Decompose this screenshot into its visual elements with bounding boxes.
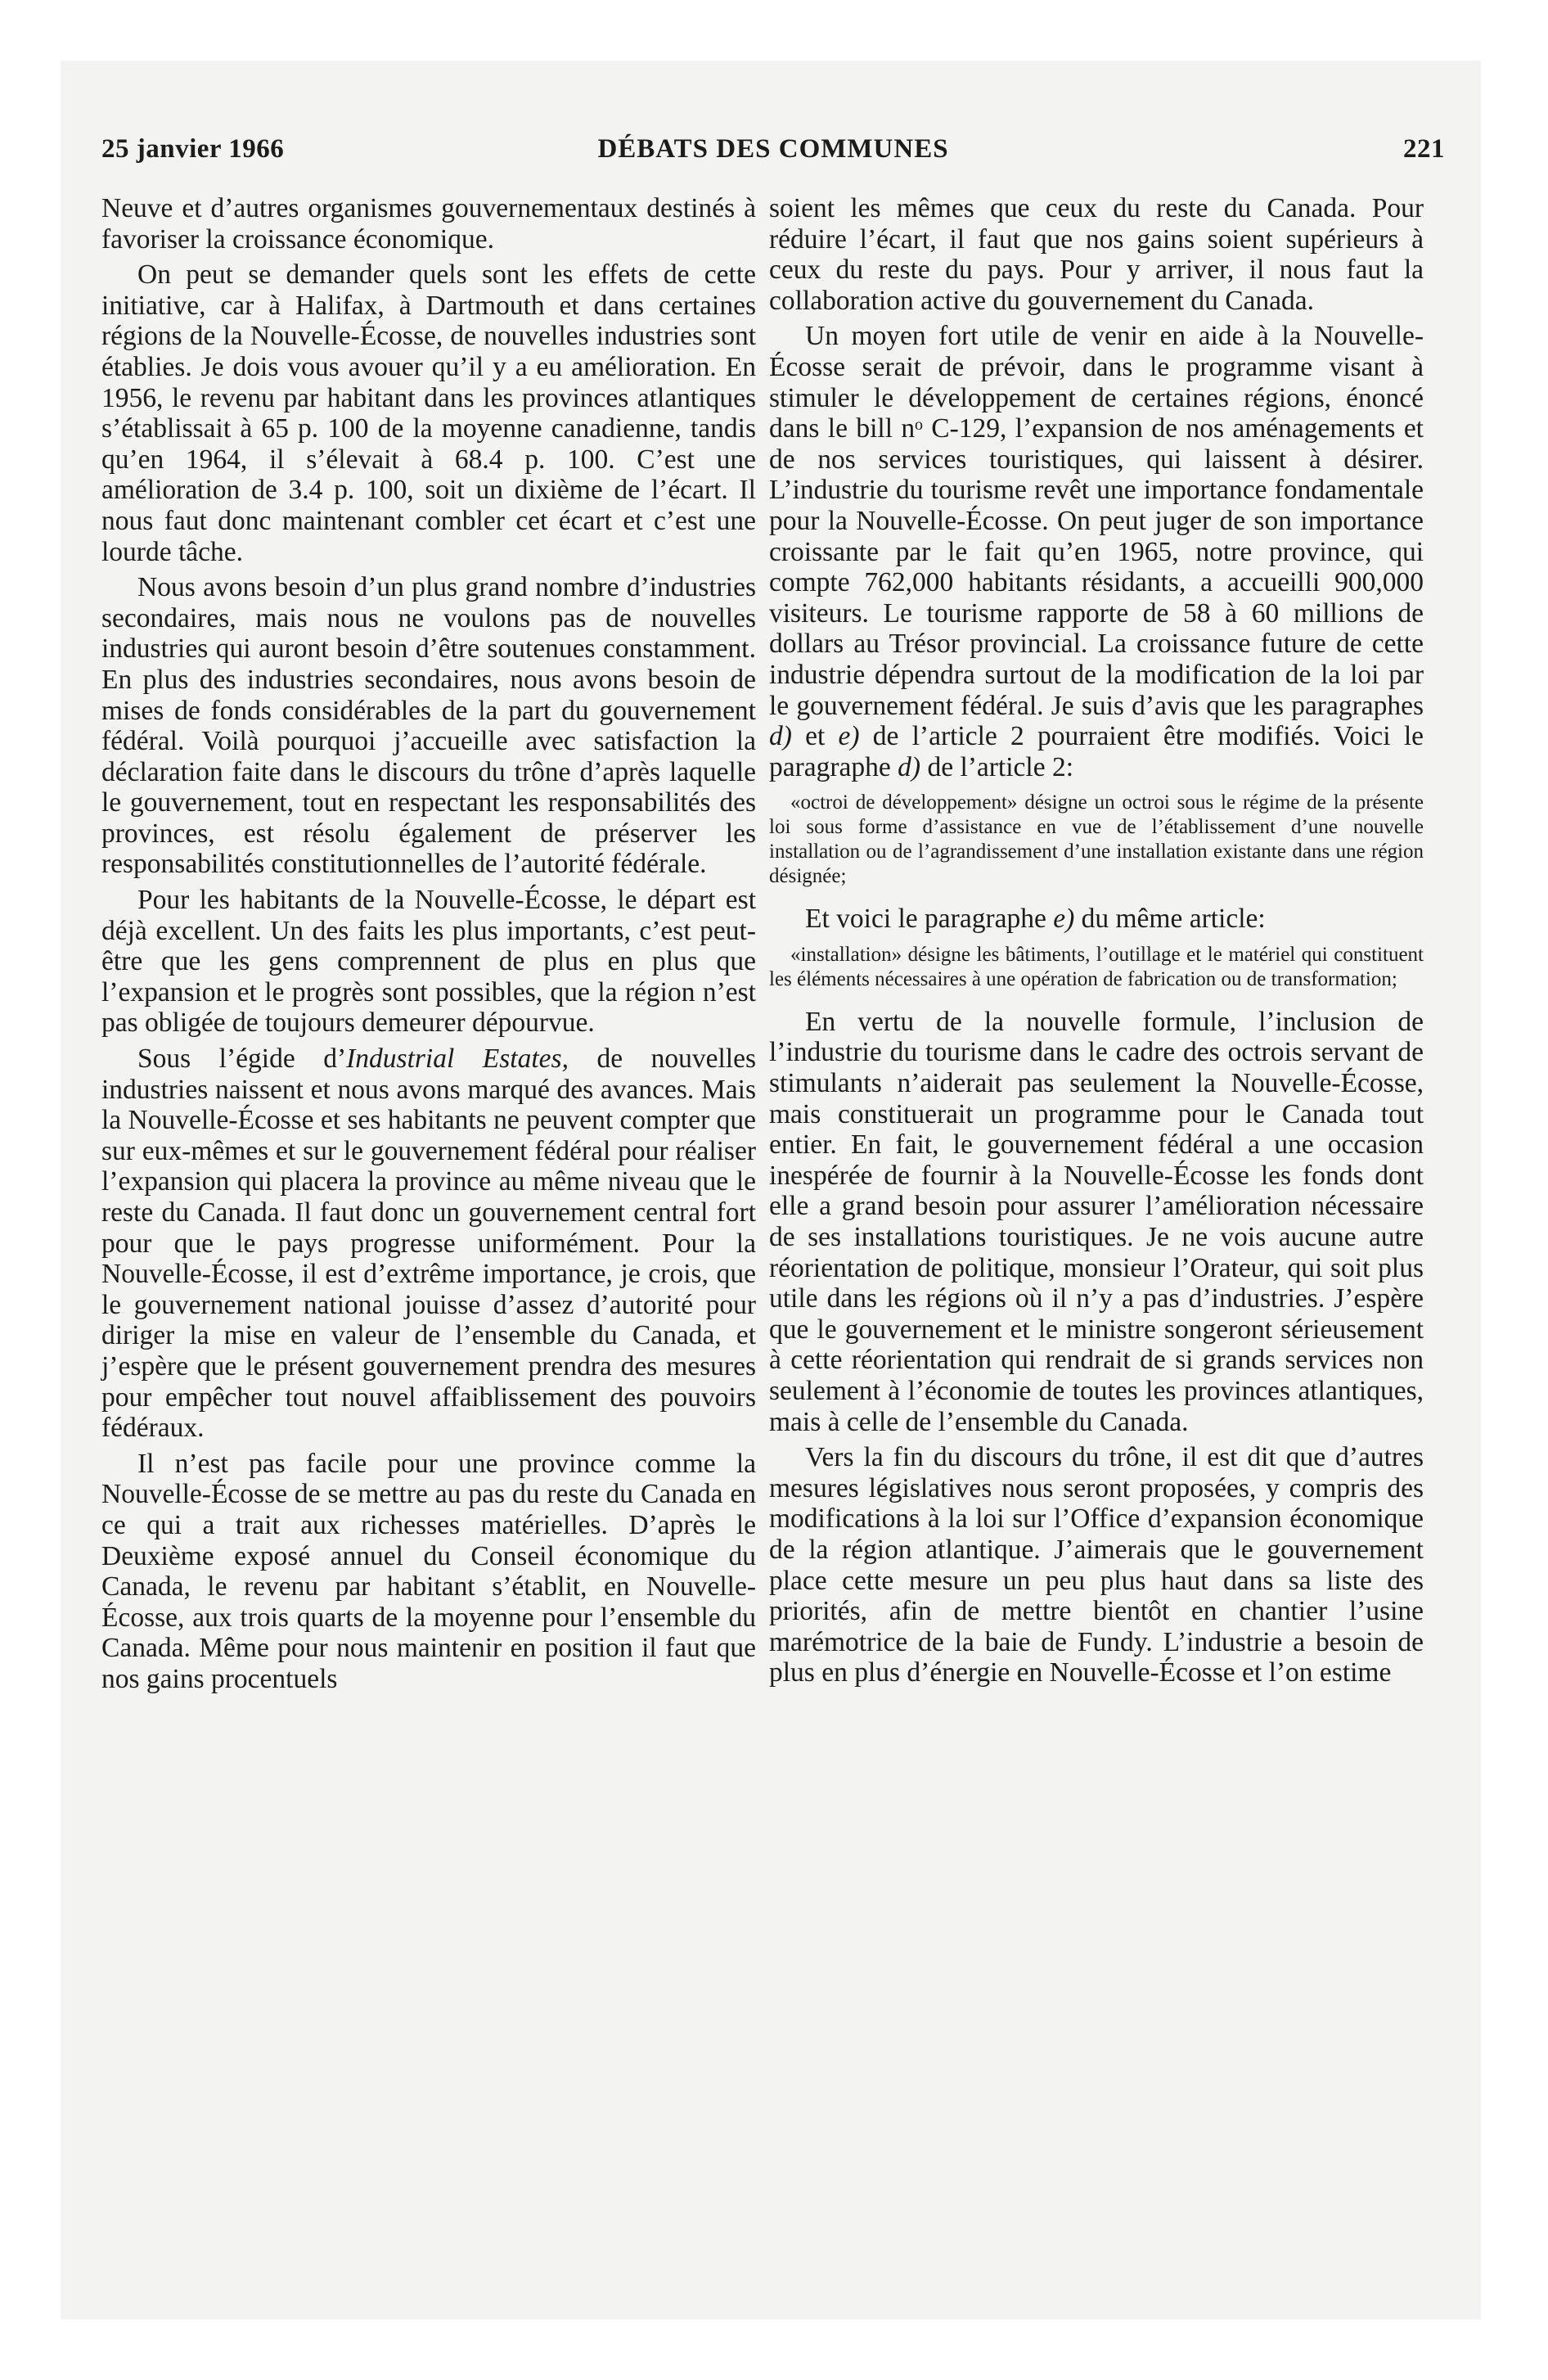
paragraph: Nous avons besoin d’un plus grand nombre d’industries secondaires, mais nous ne voulons pas de nouvelles industries qui auront besoin d’être soutenues constamment. En plus des industries secondaires, nous avons besoin de mises de fonds considérables de la part du gouvernement fédéral. Voilà pourquoi j’accueille avec satisfaction la déclaration faite dans le discours du trône d’après laquelle le gouvernement, tout en respectant les responsabilités des provinces, est résolu également de préserver les responsabilités constitutionnelles de l’autorité fédérale. — [101, 572, 756, 880]
italic-text: d) — [898, 751, 921, 782]
page-header — [101, 134, 1445, 175]
text-run: Un moyen fort utile de venir en aide à la Nouvelle-Écosse serait de prévoir, dans le programme visant à stimuler le développement de certaines régions, énoncé dans le bill nᵒ C-129, l’expansion de nos aménagements et de nos services touristiques, qui laissent à désirer. L’industrie du tourisme revêt une importance fondamentale pour la Nouvelle-Écosse. On peut juger de son importance croissante par le fait qu’en 1965, notre province, qui compte 762,000 habitants résidants, a accueilli 900,000 visiteurs. Le tourisme rapporte de 58 à 60 millions de dollars au Trésor provincial. La croissance future de cette industrie dépendra surtout de la modification de la loi par le gouvernement fédéral. Je suis d’avis que les paragraphes — [769, 321, 1424, 721]
text-run: du même article: — [1074, 904, 1266, 935]
italic-text: Industrial Estates, — [346, 1044, 569, 1075]
paragraph: Vers la fin du discours du trône, il est dit que d’autres mesures législatives nous seront proposées, y compris des modifications à la loi sur l’Office d’expansion économique de la région atlantique. J’aimerais que le gouvernement place cette mesure un peu plus haut dans sa liste des priorités, afin de mettre bientôt en chantier l’usine marémotrice de la baie de Fundy. L’industrie a besoin de plus en plus d’énergie en Nouvelle-Écosse et l’on estime — [769, 1442, 1424, 1688]
italic-text: e) — [1053, 904, 1075, 935]
left-column — [101, 193, 756, 1700]
paragraph: Neuve et d’autres organismes gouvernementaux destinés à favoriser la croissance économique. — [101, 193, 756, 255]
italic-text: d) — [769, 721, 792, 752]
legal-quote: «installation» désigne les bâtiments, l’outillage et le matériel qui constituent les éléments nécessaires à une opération de fabrication ou de transformation; — [769, 943, 1424, 990]
header-date: 25 janvier 1966 — [101, 134, 285, 164]
paragraph: soient les mêmes que ceux du reste du Canada. Pour réduire l’écart, il faut que nos gains soient supérieurs à ceux du reste du pays. Pour y arriver, il nous faut la collaboration active du gouvernement du Canada. — [769, 193, 1424, 316]
text-run: de l’article 2 pourraient être modifiés. Voici le paragraphe — [769, 721, 1424, 782]
page-number: 221 — [1403, 134, 1445, 164]
paragraph — [769, 904, 1424, 935]
paragraph: Pour les habitants de la Nouvelle-Écosse, le départ est déjà excellent. Un des faits les plus importants, c’est peut-être que les gens comprennent de plus en plus que l’expansion et le progrès sont possibles, que la région n’est pas obligée de toujours demeurer dépourvue. — [101, 885, 756, 1039]
text-run: et — [791, 721, 839, 752]
paragraph — [769, 321, 1424, 782]
right-column — [769, 193, 1424, 1693]
text-run: de l’article 2: — [920, 751, 1074, 782]
paragraph: On peut se demander quels sont les effets de cette initiative, car à Halifax, à Dartmouth et dans certaines régions de la Nouvelle-Écosse, de nouvelles industries sont établies. Je dois vous avouer qu’il y a eu amélioration. En 1956, le revenu par habitant dans les provinces atlantiques s’établissait à 65 p. 100 de la moyenne canadienne, tandis qu’en 1964, il s’élevait à 68.4 p. 100. C’est une amélioration de 3.4 p. 100, soit un dixième de l’écart. Il nous faut donc maintenant combler cet écart et c’est une lourde tâche. — [101, 259, 756, 567]
paragraph — [101, 1044, 756, 1444]
italic-text: e) — [838, 721, 860, 752]
paragraph: Il n’est pas facile pour une province comme la Nouvelle-Écosse de se mettre au pas du reste du Canada en ce qui a trait aux richesses matérielles. D’après le Deuxième exposé annuel du Conseil économique du Canada, le revenu par habitant s’établit, en Nouvelle-Écosse, aux trois quarts de la moyenne pour l’ensemble du Canada. Même pour nous maintenir en position il faut que nos gains procentuels — [101, 1448, 756, 1694]
page-scan — [61, 61, 1481, 2319]
paragraph: En vertu de la nouvelle formule, l’inclusion de l’industrie du tourisme dans le cadre des octrois servant de stimulants n’aiderait pas seulement la Nouvelle-Écosse, mais constituerait un programme pour le Canada tout entier. En fait, le gouvernement fédéral a une occasion inespérée de fournir à la Nouvelle-Écosse les fonds dont elle a grand besoin pour assurer l’amélioration nécessaire de ses installations touristiques. Je ne vois aucune autre réorientation de politique, monsieur l’Orateur, qui soit plus utile dans les régions où il n’y a pas d’industries. J’espère que le gouvernement et le ministre songeront sérieusement à cette réorientation qui rendrait de si grands services non seulement à l’économie de toutes les provinces atlantiques, mais à celle de l’ensemble du Canada. — [769, 1006, 1424, 1437]
text-run: de nouvelles industries naissent et nous avons marqué des avances. Mais la Nouvelle-Écosse et ses habitants ne peuvent compter que sur eux-mêmes et sur le gouvernement fédéral pour réaliser l’expansion qui placera la province au même niveau que le reste du Canada. Il faut donc un gouvernement central fort pour que le pays progresse uniformément. Pour la Nouvelle-Écosse, il est d’extrême importance, je crois, que le gouvernement national jouisse d’assez d’autorité pour diriger la mise en valeur de l’ensemble du Canada, et j’espère que le présent gouvernement prendra des mesures pour empêcher tout nouvel affaiblissement des pouvoirs fédéraux. — [101, 1044, 757, 1444]
header-title: DÉBATS DES COMMUNES — [597, 134, 949, 164]
text-run: Sous l’égide d’ — [137, 1044, 347, 1075]
legal-quote: «octroi de développement» désigne un octroi sous le régime de la présente loi sous forme d’assistance en vue de l’établissement d’une nouvelle installation ou de l’agrandissement d’une installation existante dans une région désignée; — [769, 791, 1424, 888]
text-run: Et voici le paragraphe — [805, 904, 1054, 935]
